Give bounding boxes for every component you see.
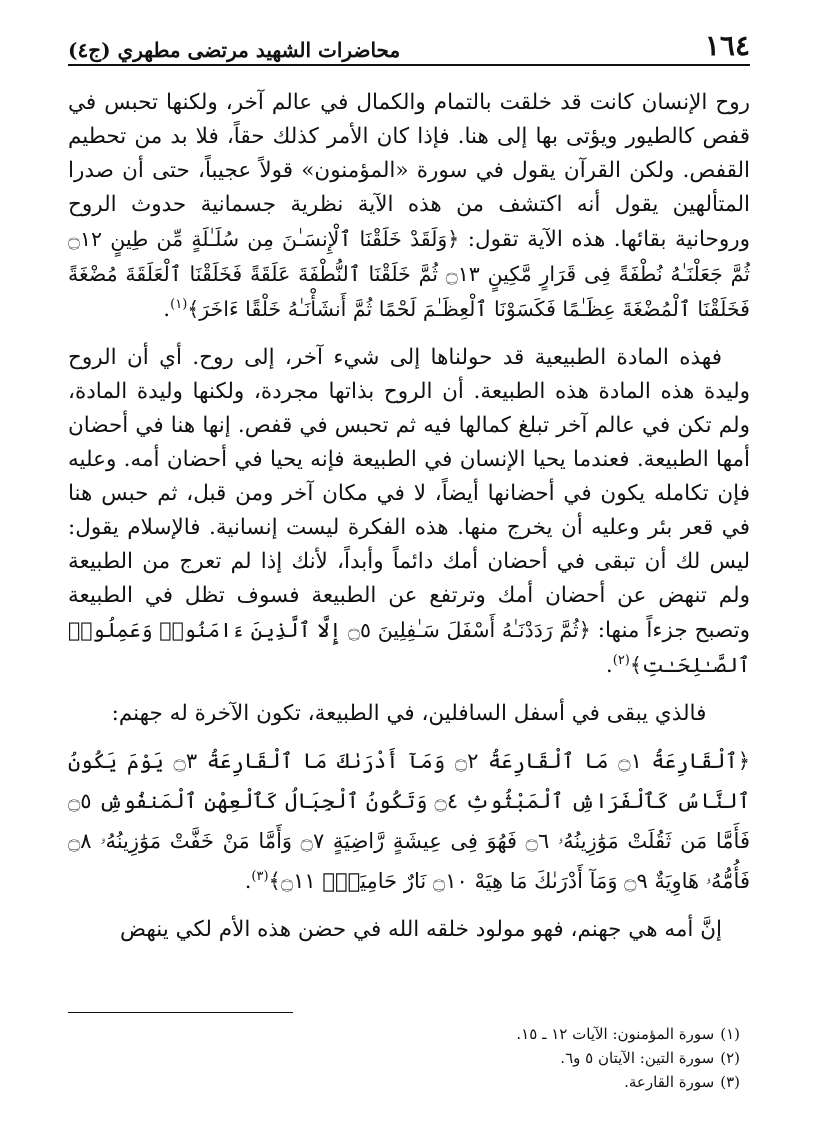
page-header [68,22,750,66]
paragraph-3: فالذي يبقى في أسفل السافلين، في الطبيعة، تكون الآخرة له جهنم: [111,701,707,726]
quran-verse-muminun: ﴿وَلَقَدْ خَلَقْنَا ٱلْإِنسَـٰنَ مِن سُلَـٰلَةٍ مِّن طِينٍ ۝١٢ ثُمَّ جَعَلْنَـٰهُ نُطْفَةً فِى قَرَارٍ مَّكِينٍ ۝١٣ ثُمَّ خَلَقْنَا ٱلنُّطْفَةَ عَلَقَةً فَخَلَقْنَا ٱلْعَلَقَةَ مُضْغَةً فَخَلَقْنَا ٱلْمُضْغَةَ عِظَـٰمًا فَكَسَوْنَا ٱلْعِظَـٰمَ لَحْمًا ثُمَّ أَنشَأْنَـٰهُ خَلْقًا ءَاخَرَ﴾ [68,227,751,321]
paragraph-1-end: . [163,297,171,322]
footnote-ref-3: (٣) [251,869,269,884]
book-page [68,22,750,1132]
sura-qariah-text: ﴿ٱلْقَارِعَةُ ۝١ مَا ٱلْقَارِعَةُ ۝٢ وَمَآ أَدْرَىٰكَ مَا ٱلْقَارِعَةُ ۝٣ يَوْمَ يَكُونُ ٱلنَّاسُ كَٱلْفَرَاشِ ٱلْمَبْثُوثِ ۝٤ وَتَكُونُ ٱلْجِبَالُ كَٱلْعِهْنِ ٱلْمَنفُوشِ ۝٥ فَأَمَّا مَن ثَقُلَتْ مَوَٰزِينُهُۥ ۝٦ فَهُوَ فِى عِيشَةٍ رَّاضِيَةٍ ۝٧ وَأَمَّا مَنْ خَفَّتْ مَوَٰزِينُهُۥ ۝٨ فَأُمُّهُۥ هَاوِيَةٌ ۝٩ وَمَآ أَدْرَىٰكَ مَا هِيَهْ ۝١٠ نَارٌ حَامِيَةٌۢ ۝١١﴾ [68,749,750,893]
paragraph-2 [68,341,750,683]
footnote-number: (١) [720,1025,740,1043]
footnotes [68,1022,750,1094]
footnote-text: سورة القارعة. [624,1073,715,1091]
page-number: ١٦٤ [704,29,750,62]
paragraph-5: إنَّ أمه هي جهنم، فهو مولود خلقه الله في حضن هذه الأم لكي ينهض [120,917,722,942]
footnote-divider [68,1012,293,1013]
footnote-ref-2: (٢) [612,652,630,668]
footnote-2 [68,1046,750,1070]
body-text [68,86,750,947]
paragraph-1-text: روح الإنسان كانت قد خلقت بالتمام والكمال في عالم آخر، ولكنها تحبس في قفص كالطيور ويؤتى بها إلى هنا. فإذا كان الأمر كذلك حقاً، فلا بد من تحطيم القفص. ولكن القرآن يقول في سورة «المؤمنون» قولاً عجيباً، حتى أن صدرا المتألهين يقول أنه اكتشف من هذه الآية نظرية جسمانية حدوث الروح وروحانية بقائها. هذه الآية تقول: [68,90,750,252]
sura-qariah-end: . [244,869,252,893]
paragraph-2-end: . [605,653,613,678]
quran-verse-tin: ﴿ثُمَّ رَدَدْنَـٰهُ أَسْفَلَ سَـٰفِلِينَ ۝٥ إِلَّا ٱلَّذِينَ ءَامَنُوا۟ وَعَمِلُوا۟ ٱلصَّـٰلِحَـٰتِ﴾ [68,618,750,677]
running-title: محاضرات الشهيد مرتضى مطهري (ج٤) [68,38,401,62]
footnote-ref-1: (١) [170,296,188,312]
footnote-1 [68,1022,750,1046]
quran-sura-qariah [68,741,750,901]
footnote-number: (٢) [720,1049,740,1067]
footnote-text: سورة المؤمنون: الآيات ١٢ ـ ١٥. [516,1025,715,1043]
footnote-number: (٣) [720,1073,740,1091]
footnote-text: سورة التين: الآيتان ٥ و٦. [560,1049,715,1067]
footnote-3 [68,1070,750,1094]
paragraph-1 [68,86,750,327]
paragraph-2-text: فهذه المادة الطبيعية قد حولناها إلى شيء آخر، إلى روح. أي أن الروح وليدة هذه المادة هذه الطبيعة. أن الروح بذاتها مجردة، ولكنها وليدة المادة، ولم تكن في عالم آخر تبلغ كمالها فيه ثم تحبس في قفص. إنها هنا في أحضان أمها الطبيعة. فعندما يحيا الإنسان في الطبيعة فإنه يحيا في أحضان أمه. وعليه فإن تكامله يكون في أحضانها أيضاً، لا في مكان آخر ومن قبل، ثم حبس هنا في قعر بئر وعليه أن يخرج منها. هذه الفكرة ليست إنسانية. فالإسلام يقول: ليس لك أن تبقى في أحضان أمك دائماً وأبداً، لأنك إذا لم تعرج من الطبيعة ولم تنهض عن أحضان أمك وترتفع عن الطبيعة فسوف تظل في الطبيعة وتصبح جزءاً منها: [68,345,750,643]
